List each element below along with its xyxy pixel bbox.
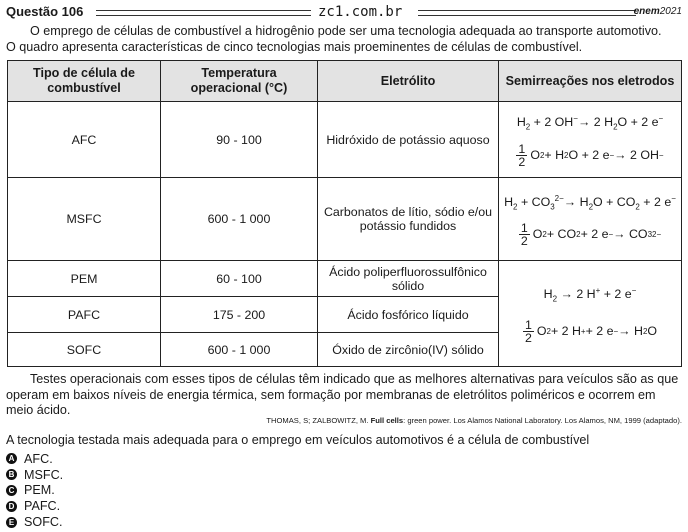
- cell-temperature: 90 - 100: [161, 102, 318, 178]
- fraction: $\frac{1}{2}$: [524, 317, 532, 345]
- table-header-row: [8, 61, 682, 102]
- cell-half-reactions-shared: [499, 261, 682, 367]
- equation-acid-cathode: $\frac{1}{2}$ O 2 + 2 H + + 2 e − → H 2 O: [524, 317, 658, 345]
- header-half-reactions: Semirreações nos eletrodos: [499, 61, 682, 102]
- option-text: SOFC.: [24, 515, 63, 530]
- table-row: [8, 178, 682, 261]
- option-a[interactable]: [6, 451, 63, 467]
- exam-logo: enem2021: [633, 6, 682, 17]
- option-text: AFC.: [24, 451, 53, 466]
- cell-type: AFC: [8, 102, 161, 178]
- option-b[interactable]: [6, 467, 63, 483]
- table-row: [8, 102, 682, 178]
- option-text: PAFC.: [24, 499, 61, 514]
- option-letter-badge: E: [6, 517, 17, 528]
- option-letter-badge: B: [6, 469, 17, 480]
- cell-temperature: 600 - 1 000: [161, 333, 318, 367]
- cell-type: MSFC: [8, 178, 161, 261]
- cell-temperature: 60 - 100: [161, 261, 318, 297]
- header-rule-left: [96, 10, 311, 16]
- cell-type: PAFC: [8, 297, 161, 333]
- equation-msfc-anode: $H_2 + CO_3^{2-}\to H_2O + CO_2 + 2$ e−: [504, 193, 676, 212]
- cell-type: PEM: [8, 261, 161, 297]
- fuel-cell-table: [7, 60, 682, 367]
- reference: THOMAS, S; ZALBOWITZ, M. Full cells: green power. Los Alamos National Laboratory. Los Alamos, NM, 1999 (adaptado).: [266, 416, 682, 425]
- answer-options: [6, 451, 63, 530]
- cell-electrolyte: Ácido fosfórico líquido: [318, 297, 499, 333]
- fraction: $\frac{1}{2}$: [520, 221, 528, 249]
- body-text: Testes operacionais com esses tipos de células têm indicado que as melhores alternativas para veículos são as que operam em baixos níveis de energia térmica, sem formação por membranas de eletrólitos poliméricos e ocorrem em meio ácido.: [6, 372, 679, 417]
- cell-half-reactions: [499, 102, 682, 178]
- option-text: PEM.: [24, 483, 55, 498]
- cell-electrolyte: Carbonatos de lítio, sódio e/ou potássio fundidos: [318, 178, 499, 261]
- cell-temperature: 600 - 1 000: [161, 178, 318, 261]
- equation-msfc-cathode: $\frac{1}{2}$ O 2 + CO 2 + 2 e − → CO 3 2−: [520, 221, 662, 249]
- cell-electrolyte: Hidróxido de potássio aquoso: [318, 102, 499, 178]
- header-type: Tipo de célula de combustível: [8, 61, 161, 102]
- intro-line-2: O quadro apresenta características de cinco tecnologias mais proeminentes de células de combustível.: [6, 39, 583, 54]
- cell-electrolyte: Óxido de zircônio(IV) sólido: [318, 333, 499, 367]
- header-temperature: Temperatura operacional (°C): [161, 61, 318, 102]
- cell-electrolyte: Ácido poliperfluorossulfônico sólido: [318, 261, 499, 297]
- option-e[interactable]: [6, 514, 63, 530]
- option-letter-badge: C: [6, 485, 17, 496]
- cell-half-reactions: [499, 178, 682, 261]
- question-prompt: A tecnologia testada mais adequada para o emprego em veículos automotivos é a célula de combustível: [6, 433, 590, 447]
- question-number: Questão 106: [6, 4, 84, 19]
- cell-temperature: 175 - 200: [161, 297, 318, 333]
- question-header: [6, 4, 682, 22]
- option-letter-badge: A: [6, 453, 17, 464]
- intro-line-1: O emprego de células de combustível a hidrogênio pode ser uma tecnologia adequada ao transporte automotivo.: [30, 24, 662, 38]
- option-c[interactable]: [6, 483, 63, 499]
- equation-afc-anode: $H_2 + 2$ OH−→ 2 $H_2O + 2$ e−: [516, 114, 664, 132]
- cell-type: SOFC: [8, 333, 161, 367]
- table-row: [8, 261, 682, 297]
- header-electrolyte: Eletrólito: [318, 61, 499, 102]
- option-text: MSFC.: [24, 467, 64, 482]
- option-d[interactable]: [6, 498, 63, 514]
- equation-acid-anode: $H_2 \to 2$ H+ + 2 e−: [543, 286, 637, 304]
- header-rule-right: [418, 10, 636, 16]
- fraction: $\frac{1}{2}$: [518, 141, 526, 169]
- equation-afc-cathode: $\frac{1}{2}$ O 2 + H 2 O + 2 e − → 2 OH −: [518, 141, 664, 169]
- option-letter-badge: D: [6, 501, 17, 512]
- intro-text: [6, 24, 682, 55]
- site-name: zc1.com.br: [318, 4, 403, 20]
